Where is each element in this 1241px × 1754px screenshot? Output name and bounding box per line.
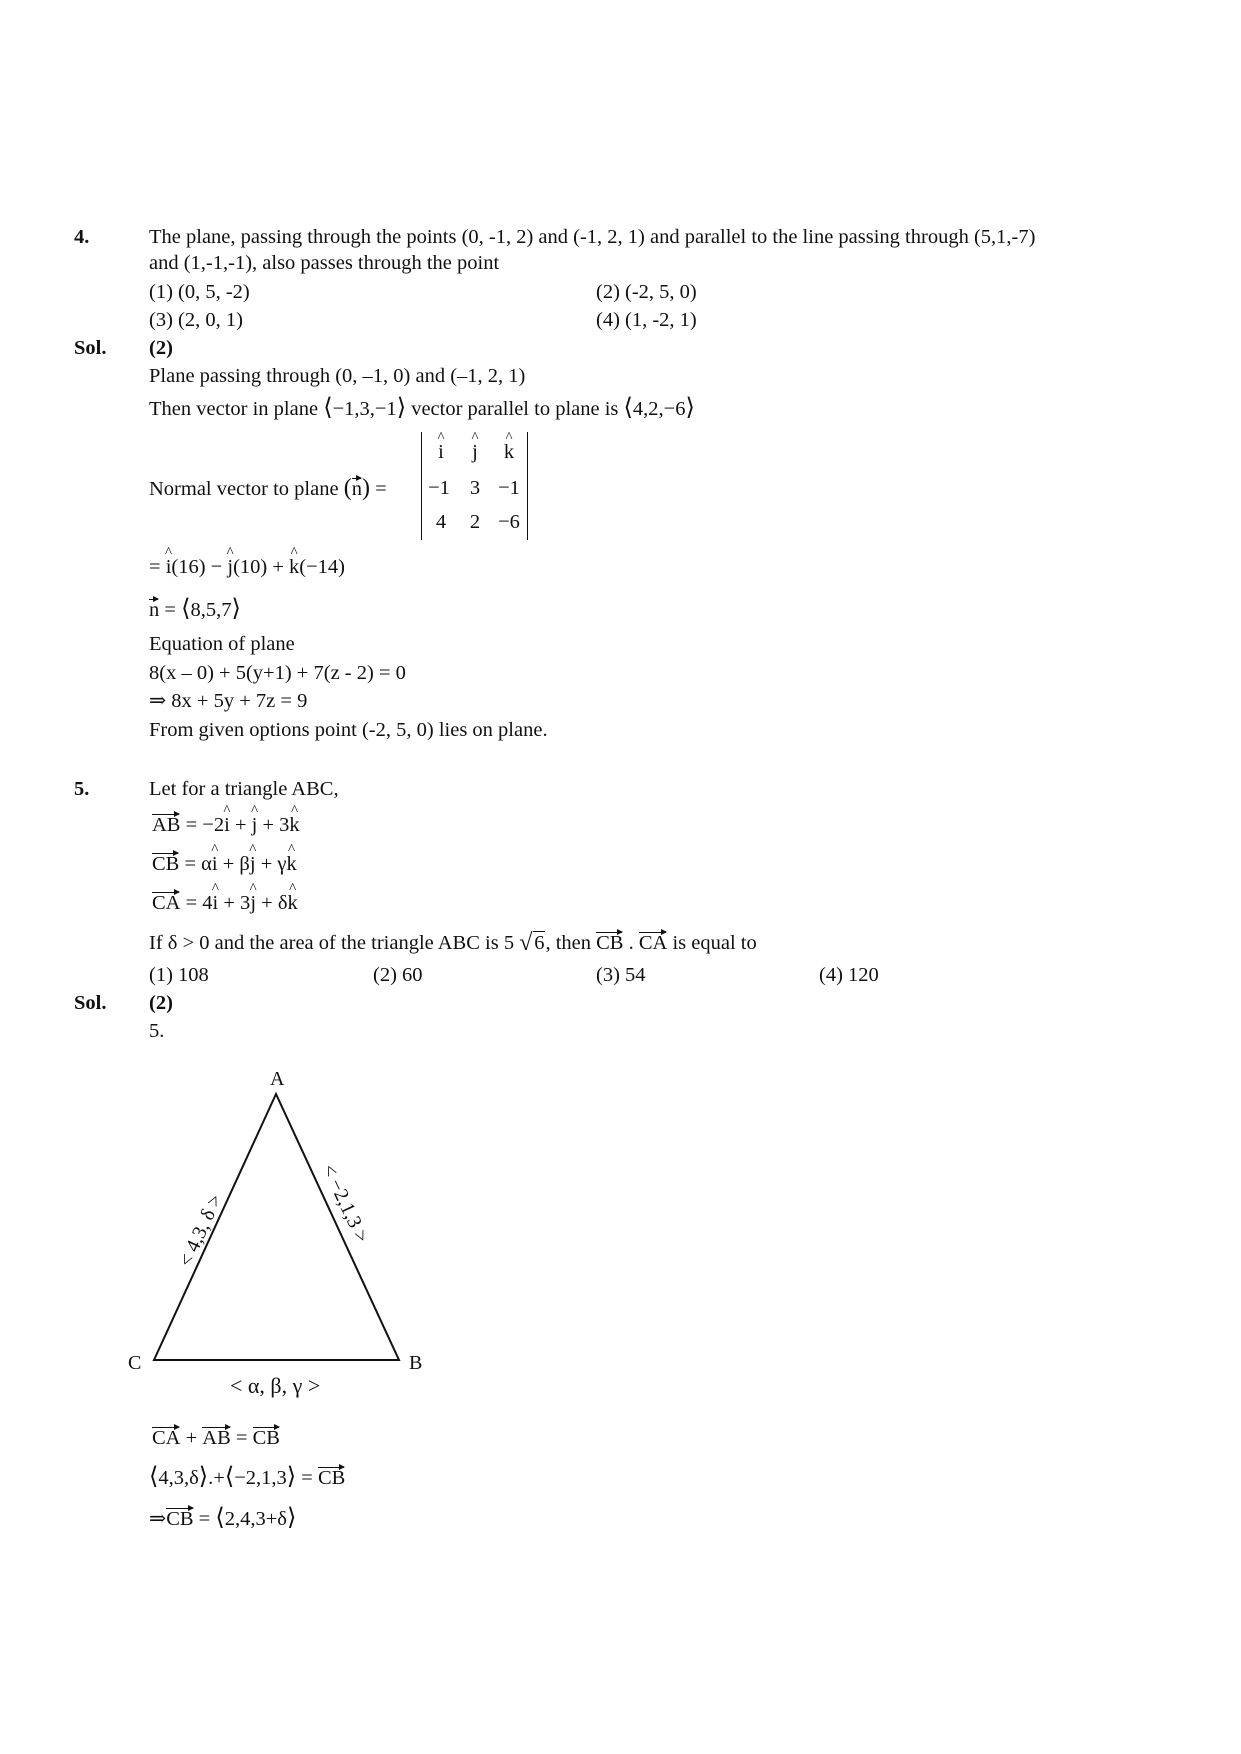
det-cell-1-3: ^ k bbox=[492, 440, 526, 465]
solution-5-label: Sol. bbox=[74, 992, 107, 1014]
solution-4-label: Sol. bbox=[74, 337, 107, 359]
question-4-option-1: (1) (0, 5, -2) bbox=[149, 281, 250, 303]
vertex-a-label: A bbox=[270, 1068, 285, 1090]
solution-4-answer: (2) bbox=[149, 337, 173, 359]
question-5-number: 5. bbox=[74, 778, 90, 800]
solution-5-sub: 5. bbox=[149, 1020, 165, 1042]
det-cell-3-2: 2 bbox=[469, 511, 481, 533]
side-ab-label: < −2,1,3 > bbox=[317, 1160, 373, 1247]
sqrt-symbol: √ 6 bbox=[519, 930, 545, 956]
question-5-option-2: (2) 60 bbox=[373, 964, 423, 986]
vector-in-plane-value: −1,3,−1 bbox=[332, 398, 397, 420]
question-4-text-line2: and (1,-1,-1), also passes through the point bbox=[149, 252, 500, 274]
vector-ca-definition: CA = 4^ i + 3^ j + δ^ k bbox=[152, 891, 298, 916]
vector-sum-line: CA + AB = CB bbox=[152, 1427, 280, 1449]
det-cell-2-2: 3 bbox=[469, 477, 481, 499]
solution-4-line2: Then vector in plane ⟨−1,3,−1⟩ vector parallel to plane is ⟨4,2,−6⟩ bbox=[149, 395, 695, 421]
equation-1: 8(x – 0) + 5(y+1) + 7(z - 2) = 0 bbox=[149, 662, 406, 684]
normal-vector-result: n = ⟨8,5,7⟩ bbox=[149, 596, 241, 622]
det-cell-3-3: −6 bbox=[498, 511, 520, 533]
det-cell-2-1: −1 bbox=[428, 477, 450, 499]
vector-cb-result-line: ⇒CB = ⟨2,4,3+δ⟩ bbox=[149, 1505, 297, 1531]
det-cell-1-2: ^ j bbox=[458, 440, 492, 465]
vector-cb-definition: CB = α^ i + β^ j + γ^ k bbox=[152, 852, 297, 877]
normal-vector-label: Normal vector to plane (n) = bbox=[149, 475, 387, 501]
det-cell-1-1: ^ i bbox=[424, 440, 458, 465]
triangle-diagram bbox=[110, 1060, 440, 1400]
det-cell-2-3: −1 bbox=[498, 477, 520, 499]
question-5-option-4: (4) 120 bbox=[819, 964, 879, 986]
question-5-option-3: (3) 54 bbox=[596, 964, 646, 986]
question-5-option-1: (1) 108 bbox=[149, 964, 209, 986]
question-4-option-4: (4) (1, -2, 1) bbox=[596, 309, 697, 331]
vertex-c-label: C bbox=[128, 1352, 142, 1374]
question-4-option-2: (2) (-2, 5, 0) bbox=[596, 281, 697, 303]
equation-heading: Equation of plane bbox=[149, 633, 295, 655]
normal-vector-symbol: n bbox=[351, 478, 362, 500]
equation-2: ⇒ 8x + 5y + 7z = 9 bbox=[149, 690, 308, 712]
vector-parallel-value: 4,2,−6 bbox=[632, 398, 686, 420]
question-4-text-line1: The plane, passing through the points (0, -1, 2) and (-1, 2, 1) and parallel to the line passing through (5,1,-7) bbox=[149, 226, 1036, 248]
side-ca-label: < 4,3, δ > bbox=[174, 1191, 228, 1271]
question-5-intro: Let for a triangle ABC, bbox=[149, 778, 339, 800]
question-4-number: 4. bbox=[74, 226, 90, 248]
solution-4-line1: Plane passing through (0, –1, 0) and (–1, 2, 1) bbox=[149, 365, 526, 387]
vector-in-plane-text: Then vector in plane bbox=[149, 398, 319, 420]
vertex-b-label: B bbox=[409, 1352, 423, 1374]
vector-ab-definition: AB = −2^ i + ^ j + 3^ k bbox=[152, 813, 300, 838]
det-cell-3-1: 4 bbox=[435, 511, 447, 533]
determinant-expansion: = ^ i(16) − ^ j(10) + ^ k(−14) bbox=[149, 555, 345, 580]
question-4-option-3: (3) (2, 0, 1) bbox=[149, 309, 243, 331]
side-cb-label: < α, β, γ > bbox=[230, 1373, 321, 1398]
solution-4-conclusion: From given options point (-2, 5, 0) lies on plane. bbox=[149, 719, 548, 741]
question-5-condition: If δ > 0 and the area of the triangle ABC is 5 √ 6, then CB . CA is equal to bbox=[149, 930, 757, 956]
vector-substitution-line: ⟨4,3,δ⟩.+⟨−2,1,3⟩ = CB bbox=[149, 1464, 346, 1490]
normal-vector-determinant bbox=[421, 432, 528, 540]
vector-parallel-text: vector parallel to plane is bbox=[411, 398, 619, 420]
solution-5-answer: (2) bbox=[149, 992, 173, 1014]
